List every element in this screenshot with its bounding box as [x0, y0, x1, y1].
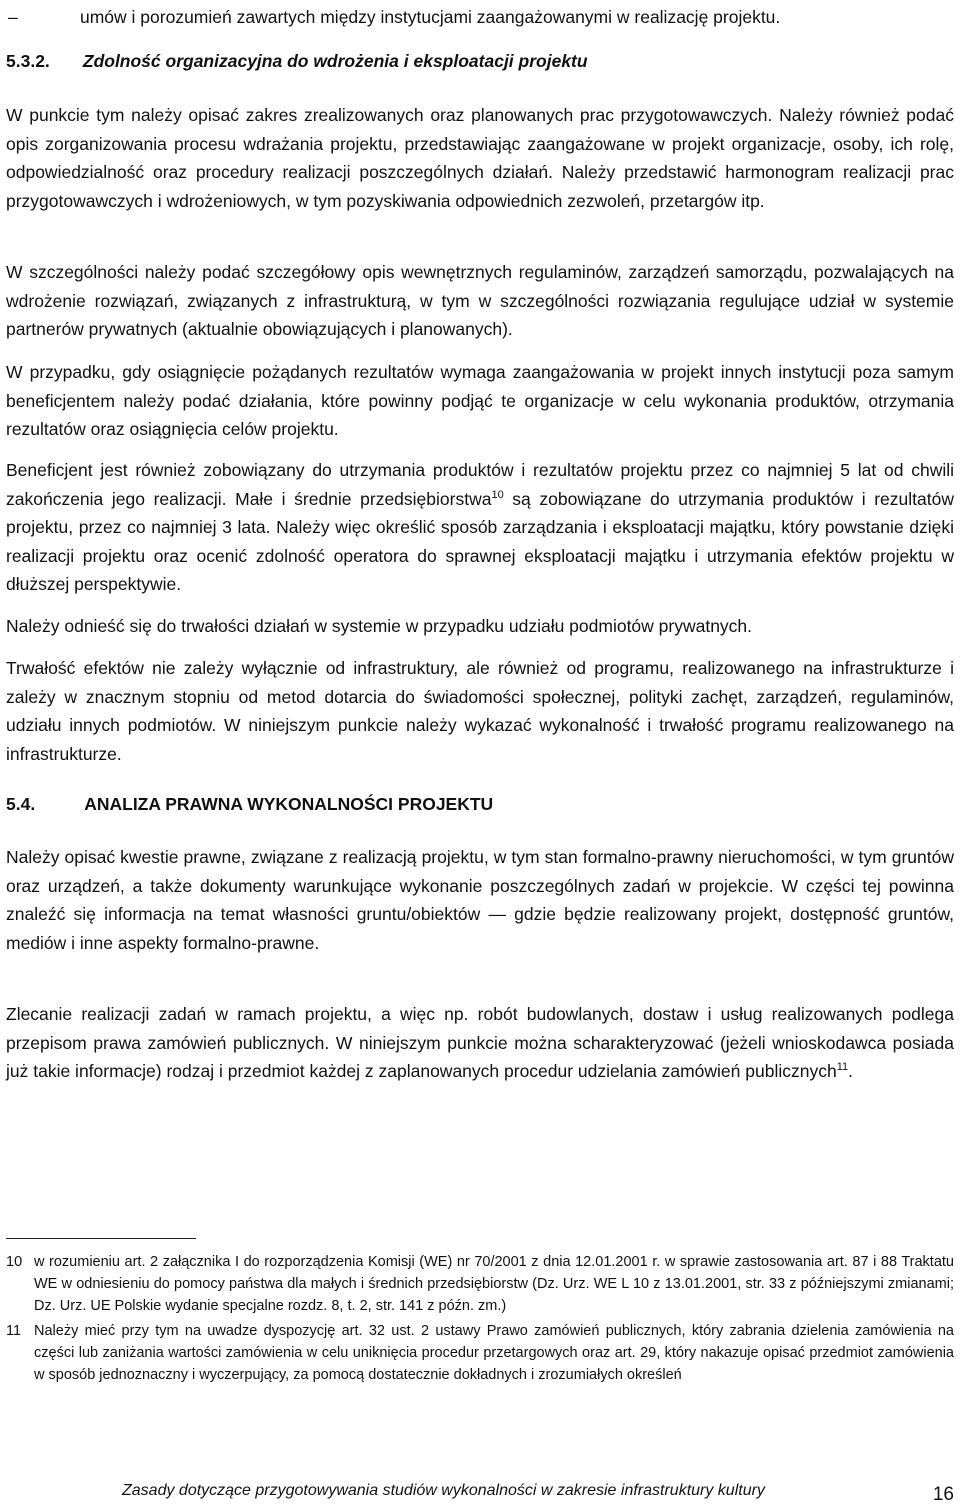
- paragraph-legal-issues: Należy opisać kwestie prawne, związane z realizacją projektu, w tym stan formalno-prawny nieruchomości, w tym gruntów oraz urządzeń, a także dokumenty warunkujące wykonanie poszczególnych zadań w projekcie. W części tej powinna znaleźć się informacja na temat własności gruntu/obiektów — gdzie będzie realizowany projekt, dostępność gruntów, mediów i inne aspekty formalno-prawne.: [6, 847, 954, 953]
- section-title: ANALIZA PRAWNA WYKONALNOŚCI PROJEKTU: [84, 794, 494, 814]
- footnote-11: [6, 1320, 954, 1386]
- subsection-title: Zdolność organizacyjna do wdrożenia i eksploatacji projektu: [82, 51, 588, 71]
- paragraph-durability-effects: Trwałość efektów nie zależy wyłącznie od infrastruktury, ale również od programu, realizowanego na infrastrukturze i zależy w znacznym stopniu od metod dotarcia do świadomości społecznej, polityki zachęt, zarządzeń, regulaminów, udziału innych podmiotów. W niniejszym punkcie należy wykazać wykonalność i trwałość programu realizowanego na infrastrukturze.: [6, 658, 954, 764]
- section-number: 5.4.: [6, 794, 36, 814]
- page-number: 16: [932, 1484, 954, 1505]
- section-heading: [6, 790, 493, 818]
- paragraph-public-procurement: [6, 1000, 954, 1086]
- paragraph-beneficiary-obligation: [6, 456, 954, 599]
- subsection-heading: [6, 48, 588, 74]
- paragraph-durability-private: Należy odnieść się do trwałości działań w systemie w przypadku udziału podmiotów prywatnych.: [6, 616, 753, 636]
- beneficiary-text-part2: są zobowiązane do utrzymania produktów i rezultatów projektu, przez co najmniej 3 lata. Należy więc określić sposób zarządzania i eksploatacji majątku, który powstanie dzięki realizacji projektu oraz ocenić zdolność operatora do sprawnej eksploatacji majątku i utrzymania efektów projektu w dłuższej perspektywie.: [6, 488, 954, 594]
- footnote-ref-10[interactable]: 10: [491, 488, 504, 501]
- procurement-text: Zlecanie realizacji zadań w ramach projektu, a więc np. robót budowlanych, dostaw i usług realizowanych podlega przepisom prawa zamówień publicznych. W niniejszym punkcie można scharakteryzować (jeżeli wnioskodawca posiada już takie informacje) rodzaj i przedmiot każdej z zaplanowanych procedur udzielania zamówień publicznych: [6, 1004, 954, 1081]
- footnote-number: 11: [6, 1323, 22, 1339]
- footnote-text: w rozumieniu art. 2 załącznika I do rozporządzenia Komisji (WE) nr 70/2001 z dnia 12.01.2001 r. w sprawie zastosowania art. 87 i 88 Traktatu WE w odniesieniu do pomocy państwa dla małych i średnich przedsiębiorstw (Dz. Urz. WE L 10 z 13.01.2001, str. 33 z późniejszymi zmianami; Dz. Urz. UE Polskie wydanie specjalne rozdz. 8, t. 2, str. 141 z późn. zm.): [34, 1254, 954, 1314]
- bullet-text: umów i porozumień zawartych między instytucjami zaangażowanymi w realizację projektu.: [80, 7, 781, 27]
- footnote-separator: [6, 1238, 196, 1239]
- footnote-ref-11[interactable]: 11: [836, 1061, 849, 1073]
- footnote-10: [6, 1251, 954, 1317]
- dash-bullet: –: [8, 7, 18, 27]
- footnote-number: 10: [6, 1254, 23, 1270]
- bullet-item: [6, 4, 781, 30]
- footer-title: Zasady dotyczące przygotowywania studiów wykonalności w zakresie infrastruktury kultury: [122, 1482, 765, 1499]
- paragraph-preparatory-work: W punkcie tym należy opisać zakres zrealizowanych oraz planowanych prac przygotowawczych. Należy również podać opis zorganizowania procesu wdrażania projektu, przedstawiając zaangażowane w projekt organizacje, osoby, ich rolę, odpowiedzialność oraz procedury realizacji poszczególnych działań. Należy przedstawić harmonogram realizacji prac przygotowawczych i wdrożeniowych, w tym pozyskiwania odpowiednich zezwoleń, przetargów itp.: [6, 105, 954, 211]
- beneficiary-text-part1: Beneficjent jest również zobowiązany do utrzymania produktów i rezultatów projektu przez co najmniej 5 lat od chwili zakończenia jego realizacji. Małe i średnie przedsiębiorstwa: [6, 460, 954, 509]
- paragraph-other-institutions: W przypadku, gdy osiągnięcie pożądanych rezultatów wymaga zaangażowania w projekt innych instytucji poza samym beneficjentem należy podać działania, które powinny podjąć te organizacje w celu wykonania produktów, otrzymania rezultatów oraz osiągnięcia celów projektu.: [6, 362, 954, 439]
- procurement-text-end: .: [848, 1061, 853, 1081]
- paragraph-internal-regulations: W szczególności należy podać szczegółowy opis wewnętrznych regulaminów, zarządzeń samorządu, pozwalających na wdrożenie rozwiązań, związanych z infrastrukturą, w tym w szczególności rozwiązania regulujące udział w systemie partnerów prywatnych (aktualnie obowiązujących i planowanych).: [6, 262, 954, 339]
- footnote-text: Należy mieć przy tym na uwadze dyspozycję art. 32 ust. 2 ustawy Prawo zamówień publicznych, który zabrania dzielenia zamówienia na części lub zaniżania wartości zamówienia w celu uniknięcia procedur przetargowych oraz art. 29, który nakazuje opisać przedmiot zamówienia w sposób jednoznaczny i wyczerpujący, za pomocą dostatecznie dokładnych i zrozumiałych określeń: [34, 1323, 954, 1383]
- subsection-number: 5.3.2.: [6, 51, 50, 71]
